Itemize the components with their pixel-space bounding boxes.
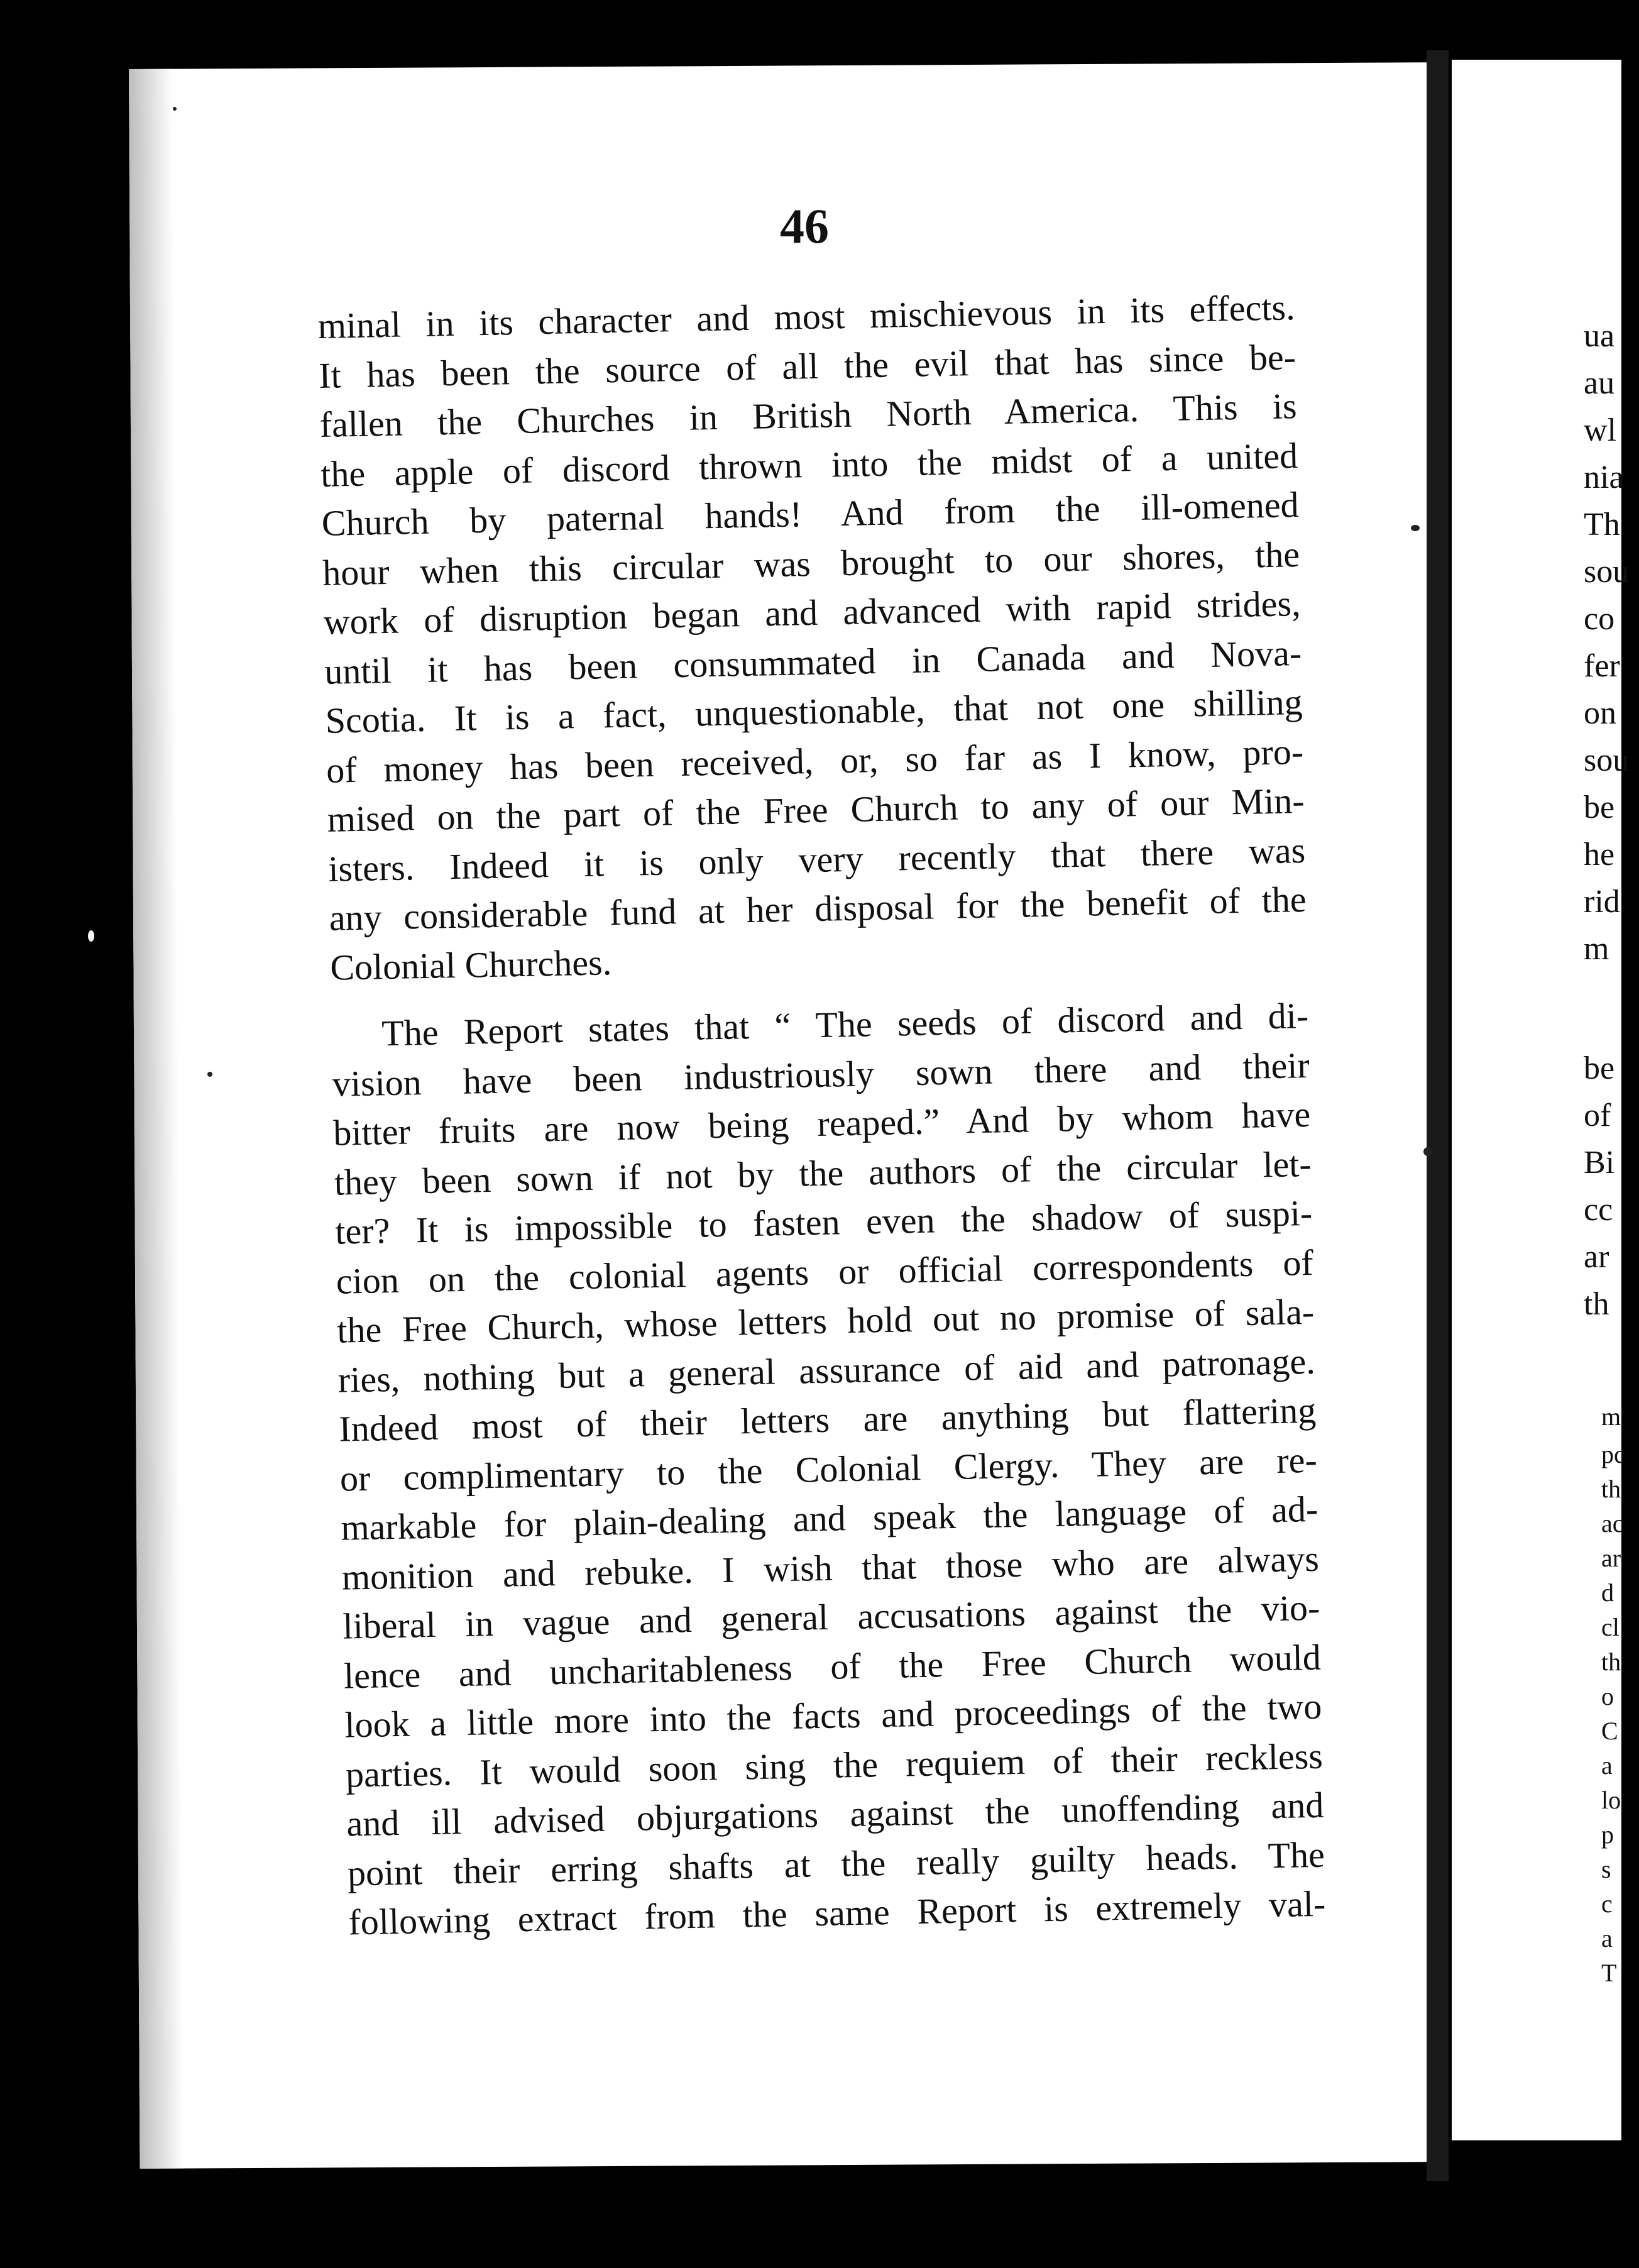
facing-text-fragment: s: [1601, 1855, 1611, 1883]
facing-text-fragment: he: [1584, 837, 1615, 873]
facing-text-fragment: C: [1601, 1717, 1618, 1745]
facing-text-fragment: o: [1601, 1682, 1614, 1710]
text-line: ter? It is impossible to fasten even the shadow of suspi-: [334, 1192, 1313, 1252]
text-line: of money has been received, or, so far as I know, pro-: [326, 730, 1304, 791]
text-line: work of disruption began and advanced with rapid strides,: [323, 583, 1302, 642]
text-line: or complimentary to the Colonial Clergy. They are re-: [339, 1439, 1318, 1499]
text-line: they been sown if not by the authors of the circular let-: [334, 1143, 1312, 1203]
text-line: any considerable fund at her disposal for the benefit of the: [329, 878, 1307, 939]
facing-text-fragment: sou: [1584, 742, 1630, 778]
text-line: markable for plain-dealing and speak the language of ad-: [340, 1488, 1318, 1548]
facing-text-fragment: sou: [1584, 554, 1630, 590]
facing-text-fragment: m: [1601, 1402, 1621, 1431]
text-line: hour when this circular was brought to our shores, the: [322, 533, 1300, 593]
text-line: ries, nothing but a general assurance of aid and patronage.: [337, 1340, 1316, 1401]
facing-text-fragment: be: [1584, 1050, 1615, 1086]
facing-text-fragment: a: [1601, 1924, 1613, 1952]
facing-text-fragment: ar: [1601, 1544, 1621, 1572]
text-line: bitter fruits are now being reaped.” And by whom have: [332, 1093, 1311, 1153]
text-line: mised on the part of the Free Church to any of our Min-: [327, 780, 1305, 840]
text-line: the Free Church, whose letters hold out no promise of sala-: [336, 1291, 1315, 1351]
scan-speck: [173, 107, 177, 111]
body-text: [317, 283, 1326, 1947]
text-line: monition and rebuke. I wish that those who are always: [341, 1538, 1320, 1598]
text-line: and ill advised objurgations against the unoffending and: [346, 1784, 1324, 1844]
facing-text-fragment: of: [1584, 1098, 1611, 1133]
text-line: fallen the Churches in British North America. This is: [319, 385, 1298, 445]
text-line: point their erring shafts at the really guilty heads. The: [347, 1834, 1325, 1894]
facing-text-fragment: th: [1584, 1286, 1609, 1322]
facing-text-fragment: rid: [1584, 884, 1620, 920]
text-line: until it has been consummated in Canada and Nova-: [324, 632, 1302, 692]
text-line: Scotia. It is a fact, unquestionable, that not one shilling: [325, 681, 1303, 741]
scan-speck: [1411, 525, 1420, 531]
facing-text-fragment: au: [1584, 365, 1615, 401]
scan-speck: [88, 930, 94, 942]
facing-text-fragment: lo: [1601, 1786, 1621, 1814]
facing-text-fragment: cc: [1584, 1192, 1613, 1228]
text-line: following extract from the same Report is extremely val-: [348, 1883, 1326, 1943]
text-line: liberal in vague and general accusations against the vio-: [342, 1587, 1320, 1647]
facing-text-fragment: d: [1601, 1578, 1614, 1607]
text-line: Indeed most of their letters are anything but flattering: [338, 1389, 1317, 1450]
facing-text-fragment: pc: [1601, 1440, 1625, 1468]
page-number: 46: [780, 199, 829, 253]
text-line: cion on the colonial agents or official correspondents of: [336, 1241, 1314, 1302]
facing-text-fragment: p: [1601, 1820, 1614, 1849]
scan-speck: [207, 1072, 212, 1077]
facing-text-fragment: c: [1601, 1890, 1613, 1918]
text-line: lence and uncharitableness of the Free Church would: [343, 1636, 1322, 1697]
facing-text-fragment: ar: [1584, 1239, 1609, 1275]
facing-text-fragment: cl: [1601, 1613, 1620, 1641]
facing-text-fragment: wl: [1584, 412, 1616, 448]
facing-text-fragment: T: [1601, 1959, 1617, 1987]
facing-text-fragment: be: [1584, 790, 1615, 825]
facing-text-fragment: ua: [1584, 318, 1615, 354]
text-line: Church by paternal hands! And from the ill-omened: [321, 484, 1300, 544]
page-edge-shadow: [129, 69, 184, 2169]
facing-text-fragment: th: [1601, 1475, 1621, 1503]
facing-text-fragment: Bi: [1584, 1145, 1615, 1181]
facing-text-fragment: co: [1584, 601, 1615, 637]
facing-text-fragment: nia: [1584, 460, 1624, 495]
text-line: vision have been industriously sown there and their: [332, 1044, 1310, 1104]
facing-text-fragment: fer: [1584, 648, 1620, 684]
text-line: isters. Indeed it is only very recently that there was: [327, 829, 1306, 889]
text-line: minal in its character and most mischievous in its effects.: [317, 287, 1296, 346]
facing-text-fragment: ac: [1601, 1509, 1624, 1538]
text-line: look a little more into the facts and proceedings of the two: [344, 1685, 1322, 1746]
text-line: The Report states that “ The seeds of discord and di-: [381, 994, 1309, 1054]
facing-text-fragment: a: [1601, 1751, 1613, 1780]
text-line: It has been the source of all the evil that has since be-: [318, 336, 1296, 396]
facing-text-fragment: on: [1584, 695, 1616, 731]
facing-text-fragment: Th: [1584, 507, 1620, 542]
text-line: the apple of discord thrown into the midst of a united: [320, 434, 1298, 495]
facing-text-fragment: th: [1601, 1648, 1621, 1676]
book-gutter: [1427, 50, 1449, 2181]
scan-speck: [1423, 1147, 1432, 1156]
text-line: parties. It would soon sing the requiem of their reckless: [345, 1735, 1324, 1795]
text-line: Colonial Churches.: [329, 941, 612, 988]
facing-text-fragment: m: [1584, 931, 1609, 967]
